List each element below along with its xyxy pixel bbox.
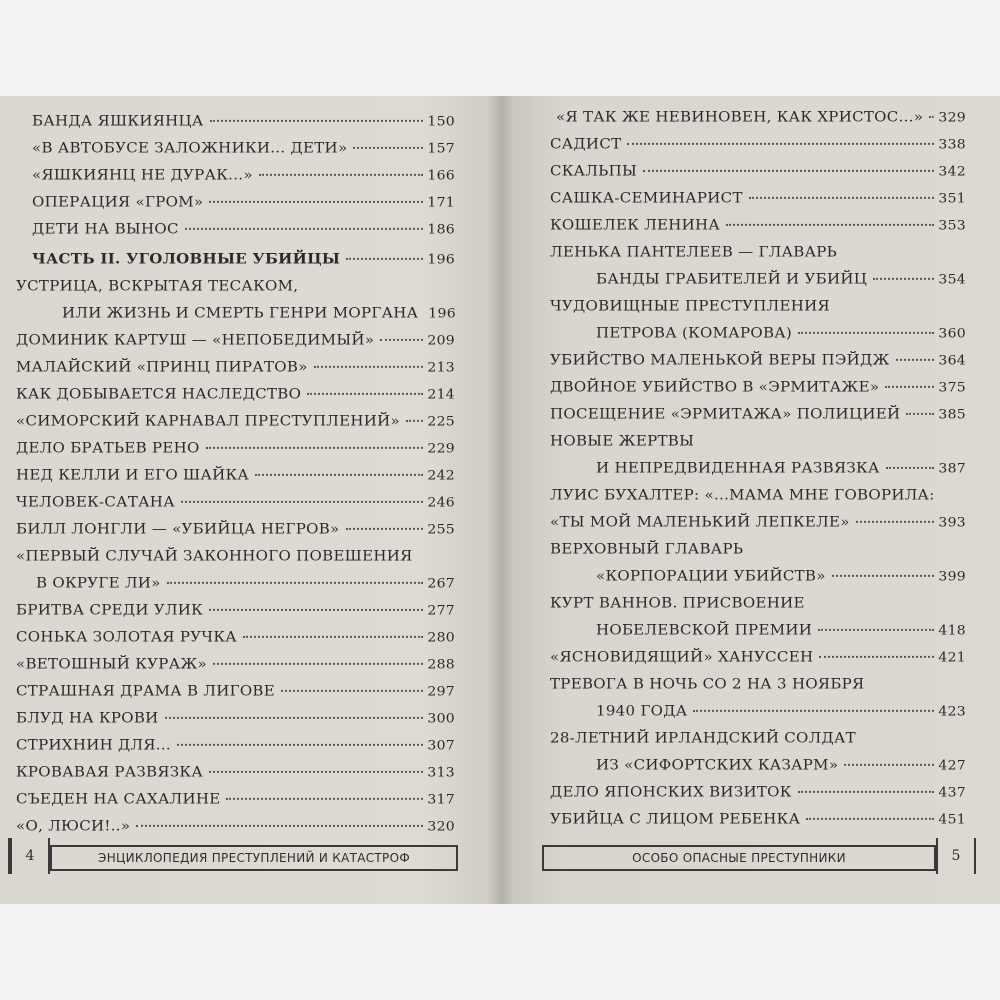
toc-entry: [550, 344, 966, 369]
toc-entry-page: 451: [938, 812, 966, 828]
leader-dots: [798, 791, 935, 793]
toc-entry-page: 364: [938, 353, 966, 369]
toc-entry-page: 329: [938, 110, 966, 126]
toc-entry-page: 209: [427, 333, 455, 349]
toc-entry-title: «ПЕРВЫЙ СЛУЧАЙ ЗАКОННОГО ПОВЕШЕНИЯ: [16, 547, 413, 565]
toc-entry-title: «ЯШКИЯНЦ НЕ ДУРАК...»: [32, 166, 253, 184]
leader-dots: [213, 663, 423, 665]
leader-dots: [177, 744, 423, 746]
leader-dots: [873, 278, 934, 280]
toc-entry: [550, 722, 966, 747]
toc-entry: [550, 641, 966, 666]
toc-entry-page: 418: [938, 623, 966, 639]
leader-dots: [818, 629, 934, 631]
toc-entry-title: БАНДЫ ГРАБИТЕЛЕЙ И УБИЙЦ: [596, 270, 868, 288]
toc-entry: [16, 756, 455, 781]
toc-entry-title: ДЕЛО БРАТЬЕВ РЕНО: [16, 439, 200, 457]
toc-entry-title: СТРИХНИН ДЛЯ...: [16, 736, 171, 754]
toc-entry-page: 387: [938, 461, 966, 477]
toc-entry-title: ДВОЙНОЕ УБИЙСТВО В «ЭРМИТАЖЕ»: [550, 378, 880, 396]
toc-entry: [596, 452, 966, 477]
toc-entry: [550, 209, 966, 234]
toc-entry-title: НОВЫЕ ЖЕРТВЫ: [550, 432, 695, 450]
toc-entry-page: 196: [427, 252, 455, 268]
right-page: [506, 96, 1000, 904]
toc-entry-page: 242: [427, 468, 455, 484]
leader-dots: [749, 197, 935, 199]
toc-entry: [596, 695, 966, 720]
toc-entry-title: «ТЫ МОЙ МАЛЕНЬКИЙ ЛЕПКЕЛЕ»: [550, 513, 850, 531]
toc-entry-title: «Я ТАК ЖЕ НЕВИНОВЕН, КАК ХРИСТОС...»: [556, 108, 924, 126]
toc-entry: [16, 702, 455, 727]
toc-entry-title: ДОМИНИК КАРТУШ — «НЕПОБЕДИМЫЙ»: [16, 331, 375, 349]
toc-entry-page: 353: [938, 218, 966, 234]
toc-entry-title: ЛУИС БУХАЛТЕР: «...МАМА МНЕ ГОВОРИЛА:: [550, 486, 935, 504]
leader-dots: [346, 258, 423, 260]
toc-entry: [550, 668, 966, 693]
toc-entry-title: НЕД КЕЛЛИ И ЕГО ШАЙКА: [16, 466, 250, 484]
toc-entry: [550, 506, 966, 531]
toc-entry-title: ЧЕЛОВЕК-САТАНА: [16, 493, 175, 511]
toc-entry-page: 354: [938, 272, 966, 288]
toc-entry-title: ДЕТИ НА ВЫНОС: [32, 220, 179, 238]
toc-entry: [556, 101, 966, 126]
toc-entry-title: УБИЙСТВО МАЛЕНЬКОЙ ВЕРЫ ПЭЙДЖ: [550, 351, 890, 369]
toc-entry: [32, 159, 455, 184]
toc-entry-title: ИЗ «СИФОРТСКИХ КАЗАРМ»: [596, 756, 839, 774]
leader-dots: [726, 224, 934, 226]
toc-entry-title: СОНЬКА ЗОЛОТАЯ РУЧКА: [16, 628, 237, 646]
toc-entry-title: ОПЕРАЦИЯ «ГРОМ»: [32, 193, 204, 211]
toc-entry-title: КОШЕЛЕК ЛЕНИНА: [550, 216, 721, 234]
toc-entry-title: 28-ЛЕТНИЙ ИРЛАНДСКИЙ СОЛДАТ: [550, 729, 856, 747]
toc-entry-title: УСТРИЦА, ВСКРЫТАЯ ТЕСАКОМ,: [16, 277, 299, 295]
toc-entry: [32, 105, 455, 130]
book-gutter: [488, 96, 512, 904]
toc-entry-title: БИЛЛ ЛОНГЛИ — «УБИЙЦА НЕГРОВ»: [16, 520, 340, 538]
toc-entry: [16, 378, 455, 403]
toc-entry: [596, 749, 966, 774]
toc-entry-page: 427: [938, 758, 966, 774]
toc-entry-page: 423: [938, 704, 966, 720]
toc-entry-title: 1940 ГОДА: [596, 702, 688, 720]
toc-entry-page: 338: [938, 137, 966, 153]
leader-dots: [181, 501, 424, 503]
toc-entry: [550, 398, 966, 423]
toc-entry: [16, 621, 455, 646]
toc-entry-page: 297: [427, 684, 455, 700]
leader-dots: [885, 386, 934, 388]
toc-entry-title: В ОКРУГЕ ЛИ»: [36, 574, 161, 592]
leader-dots: [185, 228, 424, 230]
toc-entry-page: 360: [938, 326, 966, 342]
toc-entry-title: И НЕПРЕДВИДЕННАЯ РАЗВЯЗКА: [596, 459, 880, 477]
toc-entry-page: 225: [427, 414, 455, 430]
toc-entry: [16, 324, 455, 349]
toc-entry: [16, 540, 455, 565]
leader-dots: [243, 636, 423, 638]
left-footer-bracket: [8, 838, 12, 874]
leader-dots: [929, 116, 934, 118]
leader-dots: [136, 825, 423, 827]
toc-entry-page: 320: [427, 819, 455, 835]
leader-dots: [643, 170, 934, 172]
toc-entry-title: «ЯСНОВИДЯЩИЙ» ХАНУССЕН: [550, 648, 814, 666]
toc-entry: [16, 270, 455, 295]
toc-entry-page: 300: [427, 711, 455, 727]
toc-entry-title: «ВЕТОШНЫЙ КУРАЖ»: [16, 655, 207, 673]
toc-entry: [596, 317, 966, 342]
toc-entry-title: НОБЕЛЕВСКОЙ ПРЕМИИ: [596, 621, 813, 639]
toc-entry: [550, 425, 966, 450]
toc-entry-title: КРОВАВАЯ РАЗВЯЗКА: [16, 763, 203, 781]
toc-entry-title: ЧУДОВИЩНЫЕ ПРЕСТУПЛЕНИЯ: [550, 297, 830, 315]
toc-entry-title: САШКА-СЕМИНАРИСТ: [550, 189, 743, 207]
toc-entry-title: «КОРПОРАЦИИ УБИЙСТВ»: [596, 567, 826, 585]
leader-dots: [406, 420, 423, 422]
toc-entry: [32, 213, 455, 238]
left-page-number: 4: [12, 838, 50, 874]
leader-dots: [209, 609, 423, 611]
toc-entry: [16, 729, 455, 754]
toc-entry: [16, 432, 455, 457]
toc-entry-title: ИЛИ ЖИЗНЬ И СМЕРТЬ ГЕНРИ МОРГАНА: [62, 304, 419, 322]
toc-entry-title: БЛУД НА КРОВИ: [16, 709, 159, 727]
toc-entry: [62, 297, 455, 322]
toc-entry-title: БРИТВА СРЕДИ УЛИК: [16, 601, 204, 619]
left-page: [0, 96, 494, 904]
toc-entry-page: 214: [427, 387, 455, 403]
toc-entry-title: КАК ДОБЫВАЕТСЯ НАСЛЕДСТВО: [16, 385, 302, 403]
toc-entry-title: БАНДА ЯШКИЯНЦА: [32, 112, 204, 130]
toc-entry: [36, 567, 455, 592]
toc-entry: [32, 186, 455, 211]
leader-dots: [255, 474, 423, 476]
toc-entry-title: СЪЕДЕН НА САХАЛИНЕ: [16, 790, 221, 808]
toc-entry: [596, 614, 966, 639]
toc-entry-page: 186: [427, 222, 455, 238]
toc-entry-page: 307: [427, 738, 455, 754]
toc-entry-title: ДЕЛО ЯПОНСКИХ ВИЗИТОК: [550, 783, 792, 801]
toc-entry-page: 393: [938, 515, 966, 531]
leader-dots: [226, 798, 423, 800]
leader-dots: [206, 447, 424, 449]
toc-entry-title: СТРАШНАЯ ДРАМА В ЛИГОВЕ: [16, 682, 275, 700]
leader-dots: [165, 717, 424, 719]
toc-entry: [16, 783, 455, 808]
toc-entry-page: 255: [427, 522, 455, 538]
leader-dots: [346, 528, 424, 530]
toc-entry: [16, 810, 455, 835]
toc-entry-page: 277: [427, 603, 455, 619]
toc-entry: [550, 776, 966, 801]
toc-entry-title: СКАЛЬПЫ: [550, 162, 638, 180]
toc-entry: [550, 533, 966, 558]
toc-entry-title: ПЕТРОВА (КОМАРОВА): [596, 324, 793, 342]
leader-dots: [798, 332, 934, 334]
toc-entry-title: ТРЕВОГА В НОЧЬ СО 2 НА 3 НОЯБРЯ: [550, 675, 865, 693]
toc-entry: [550, 155, 966, 180]
toc-entry: [550, 803, 966, 828]
toc-entry: [16, 675, 455, 700]
toc-entry: [32, 132, 455, 157]
right-page-number: 5: [936, 838, 976, 874]
toc-entry: [550, 128, 966, 153]
toc-entry-page: 342: [938, 164, 966, 180]
toc-entry-page: 280: [427, 630, 455, 646]
toc-entry: [16, 405, 455, 430]
left-running-footer: ЭНЦИКЛОПЕДИЯ ПРЕСТУПЛЕНИЙ И КАТАСТРОФ: [50, 845, 458, 871]
leader-dots: [819, 656, 934, 658]
leader-dots: [806, 818, 934, 820]
toc-entry: [596, 263, 966, 288]
leader-dots: [167, 582, 424, 584]
toc-entry: [16, 459, 455, 484]
toc-entry-page: 399: [938, 569, 966, 585]
leader-dots: [856, 521, 935, 523]
right-running-footer: ОСОБО ОПАСНЫЕ ПРЕСТУПНИКИ: [542, 845, 936, 871]
leader-dots: [832, 575, 935, 577]
toc-entry: [550, 371, 966, 396]
toc-entry: [16, 486, 455, 511]
toc-entry-page: 288: [427, 657, 455, 673]
leader-dots: [353, 147, 423, 149]
leader-dots: [627, 143, 934, 145]
toc-entry: [550, 479, 966, 504]
toc-entry-page: 157: [427, 141, 455, 157]
toc-entry-page: 150: [427, 114, 455, 130]
toc-entry-page: 437: [938, 785, 966, 801]
toc-entry-title: КУРТ ВАННОВ. ПРИСВОЕНИЕ: [550, 594, 805, 612]
toc-entry: [550, 182, 966, 207]
toc-entry: [16, 513, 455, 538]
toc-entry-page: 166: [427, 168, 455, 184]
toc-entry-title: «СИМОРСКИЙ КАРНАВАЛ ПРЕСТУПЛЕНИЙ»: [16, 412, 400, 430]
leader-dots: [693, 710, 934, 712]
toc-entry-title: САДИСТ: [550, 135, 622, 153]
leader-dots: [307, 393, 423, 395]
toc-entry-page: 421: [938, 650, 966, 666]
toc-entry-title: ЧАСТЬ II. УГОЛОВНЫЕ УБИЙЦЫ: [32, 250, 341, 268]
toc-entry-page: 375: [938, 380, 966, 396]
leader-dots: [210, 120, 424, 122]
leader-dots: [380, 339, 423, 341]
toc-entry: [32, 243, 455, 268]
leader-dots: [844, 764, 934, 766]
toc-entry-page: 267: [427, 576, 455, 592]
toc-entry-title: «В АВТОБУСЕ ЗАЛОЖНИКИ... ДЕТИ»: [32, 139, 348, 157]
toc-entry: [16, 648, 455, 673]
toc-entry: [550, 587, 966, 612]
toc-entry: [16, 594, 455, 619]
toc-entry-page: 229: [427, 441, 455, 457]
toc-entry-title: «О, ЛЮСИ!..»: [16, 817, 131, 835]
leader-dots: [906, 413, 934, 415]
toc-entry: [16, 351, 455, 376]
toc-entry-page: 385: [938, 407, 966, 423]
leader-dots: [259, 174, 424, 176]
toc-entry-title: ЛЕНЬКА ПАНТЕЛЕЕВ — ГЛАВАРЬ: [550, 243, 838, 261]
toc-entry-title: УБИЙЦА С ЛИЦОМ РЕБЕНКА: [550, 810, 801, 828]
leader-dots: [209, 771, 423, 773]
toc-entry-page: 171: [427, 195, 455, 211]
toc-entry-page: 317: [427, 792, 455, 808]
toc-entry: [550, 236, 966, 261]
leader-dots: [314, 366, 424, 368]
leader-dots: [886, 467, 935, 469]
toc-entry-page: 246: [427, 495, 455, 511]
leader-dots: [209, 201, 423, 203]
toc-entry: [596, 560, 966, 585]
toc-entry-page: 213: [427, 360, 455, 376]
toc-entry: [550, 290, 966, 315]
leader-dots: [281, 690, 423, 692]
toc-entry-title: ПОСЕЩЕНИЕ «ЭРМИТАЖА» ПОЛИЦИЕЙ: [550, 405, 901, 423]
toc-entry-title: ВЕРХОВНЫЙ ГЛАВАРЬ: [550, 540, 744, 558]
leader-dots: [896, 359, 935, 361]
toc-entry-page: 313: [427, 765, 455, 781]
toc-entry-page: 196: [428, 306, 456, 322]
toc-entry-page: 351: [938, 191, 966, 207]
toc-entry-title: МАЛАЙСКИЙ «ПРИНЦ ПИРАТОВ»: [16, 358, 308, 376]
